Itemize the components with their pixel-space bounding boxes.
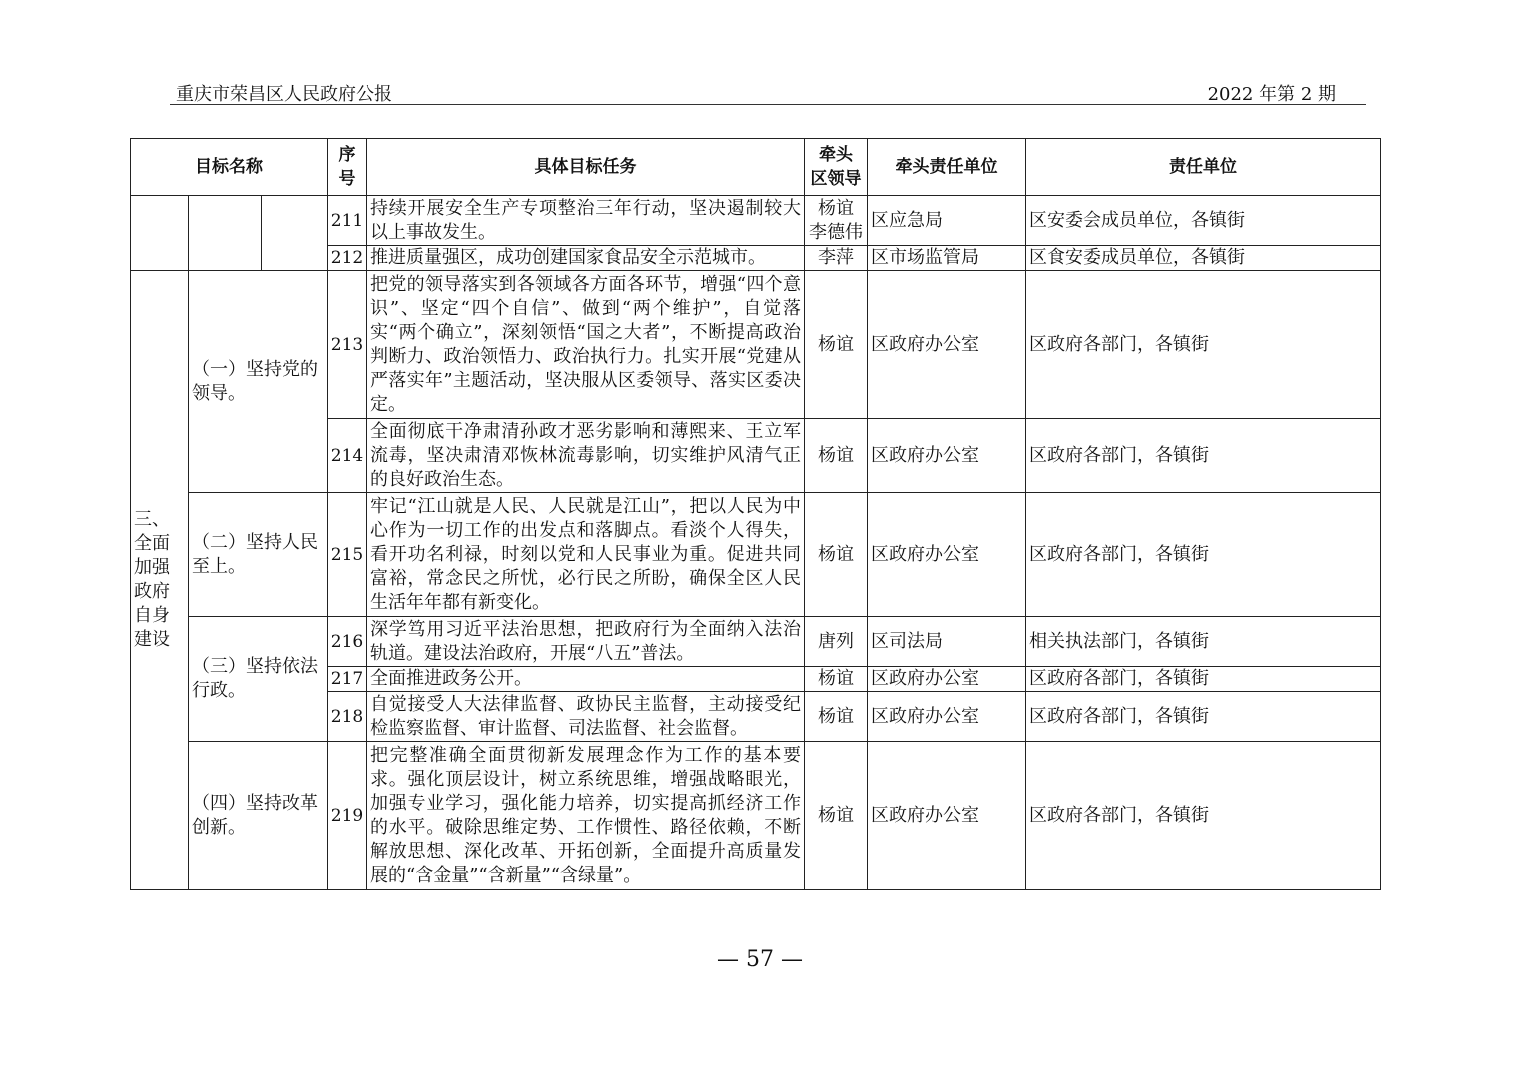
task-text: 持续开展安全生产专项整治三年行动，坚决遏制较大以上事故发生。 <box>367 196 805 246</box>
lead-leader: 杨谊 <box>805 419 868 493</box>
table-row <box>131 196 1381 246</box>
responsible-units: 区政府各部门，各镇街 <box>1026 667 1381 692</box>
gazette-title: 重庆市荣昌区人民政府公报 <box>176 84 392 105</box>
lead-unit: 区政府办公室 <box>868 271 1026 419</box>
task-text: 全面推进政务公开。 <box>367 667 805 692</box>
group-label: （二）坚持人民至上。 <box>189 493 328 617</box>
page-number: — 57 — <box>717 947 803 972</box>
row-number: 214 <box>328 419 367 493</box>
task-text: 牢记“江山就是人民、人民就是江山”，把以人民为中心作为一切工作的出发点和落脚点。看淡个人得失，看开功名利禄，时刻以党和人民事业为重。促进共同富裕，常念民之所忧，必行民之所盼，确保全区人民生活年年都有新变化。 <box>367 493 805 617</box>
lead-unit: 区政府办公室 <box>868 742 1026 890</box>
row-number: 216 <box>328 617 367 667</box>
table-row <box>131 617 1381 667</box>
header-rule <box>170 104 1366 105</box>
task-text: 自觉接受人大法律监督、政协民主监督，主动接受纪检监察监督、审计监督、司法监督、社会监督。 <box>367 692 805 742</box>
lead-leader: 唐列 <box>805 617 868 667</box>
responsible-units: 区政府各部门，各镇街 <box>1026 419 1381 493</box>
responsible-units: 区政府各部门，各镇街 <box>1026 493 1381 617</box>
group-label: （一）坚持党的领导。 <box>189 271 328 493</box>
table-row <box>131 742 1381 890</box>
lead-leader: 杨谊 <box>805 493 868 617</box>
lead-leader: 杨谊 <box>805 692 868 742</box>
responsible-units: 区食安委成员单位，各镇街 <box>1026 246 1381 271</box>
target-task-table <box>130 138 1381 890</box>
empty-target-cell <box>189 196 262 271</box>
lead-unit: 区政府办公室 <box>868 667 1026 692</box>
header-lead-unit: 牵头责任单位 <box>868 139 1026 196</box>
row-number: 217 <box>328 667 367 692</box>
responsible-units: 相关执法部门，各镇街 <box>1026 617 1381 667</box>
task-text: 把党的领导落实到各领域各方面各环节，增强“四个意识”、坚定“四个自信”、做到“两个维护”，自觉落实“两个确立”，深刻领悟“国之大者”，不断提高政治判断力、政治领悟力、政治执行力。扎实开展“党建从严落实年”主题活动，坚决服从区委领导、落实区委决定。 <box>367 271 805 419</box>
header-target-name: 目标名称 <box>131 139 328 196</box>
table-row <box>131 271 1381 419</box>
row-number: 211 <box>328 196 367 246</box>
issue-number: 2022 年第 2 期 <box>1207 84 1336 105</box>
lead-leader: 杨谊 <box>805 667 868 692</box>
lead-unit: 区政府办公室 <box>868 493 1026 617</box>
header-seq: 序 号 <box>328 139 367 196</box>
task-text: 推进质量强区，成功创建国家食品安全示范城市。 <box>367 246 805 271</box>
responsible-units: 区政府各部门，各镇街 <box>1026 692 1381 742</box>
empty-target-cell <box>131 196 189 271</box>
lead-leader: 杨谊 <box>805 271 868 419</box>
responsible-units: 区安委会成员单位，各镇街 <box>1026 196 1381 246</box>
header-task: 具体目标任务 <box>367 139 805 196</box>
responsible-units: 区政府各部门，各镇街 <box>1026 742 1381 890</box>
lead-leader: 李萍 <box>805 246 868 271</box>
lead-leader: 杨谊 <box>805 742 868 890</box>
lead-unit: 区政府办公室 <box>868 419 1026 493</box>
header-leader: 牵头 区领导 <box>805 139 868 196</box>
group-label: （三）坚持依法行政。 <box>189 617 328 742</box>
lead-unit: 区司法局 <box>868 617 1026 667</box>
lead-leader: 杨谊 李德伟 <box>805 196 868 246</box>
table-row <box>131 493 1381 617</box>
empty-target-cell <box>262 196 328 271</box>
row-number: 213 <box>328 271 367 419</box>
lead-unit: 区政府办公室 <box>868 692 1026 742</box>
task-text: 全面彻底干净肃清孙政才恶劣影响和薄熙来、王立军流毒，坚决肃清邓恢林流毒影响，切实维护风清气正的良好政治生态。 <box>367 419 805 493</box>
row-number: 212 <box>328 246 367 271</box>
lead-unit: 区市场监管局 <box>868 246 1026 271</box>
lead-unit: 区应急局 <box>868 196 1026 246</box>
row-number: 218 <box>328 692 367 742</box>
responsible-units: 区政府各部门，各镇街 <box>1026 271 1381 419</box>
task-text: 深学笃用习近平法治思想，把政府行为全面纳入法治轨道。建设法治政府，开展“八五”普法。 <box>367 617 805 667</box>
row-number: 215 <box>328 493 367 617</box>
row-number: 219 <box>328 742 367 890</box>
section-label: 三、全面加强政府自身建设 <box>131 271 189 890</box>
group-label: （四）坚持改革创新。 <box>189 742 328 890</box>
table-header-row <box>131 139 1381 196</box>
task-text: 把完整准确全面贯彻新发展理念作为工作的基本要求。强化顶层设计，树立系统思维，增强战略眼光，加强专业学习，强化能力培养，切实提高抓经济工作的水平。破除思维定势、工作惯性、路径依赖，不断解放思想、深化改革、开拓创新，全面提升高质量发展的“含金量”“含新量”“含绿量”。 <box>367 742 805 890</box>
header-units: 责任单位 <box>1026 139 1381 196</box>
